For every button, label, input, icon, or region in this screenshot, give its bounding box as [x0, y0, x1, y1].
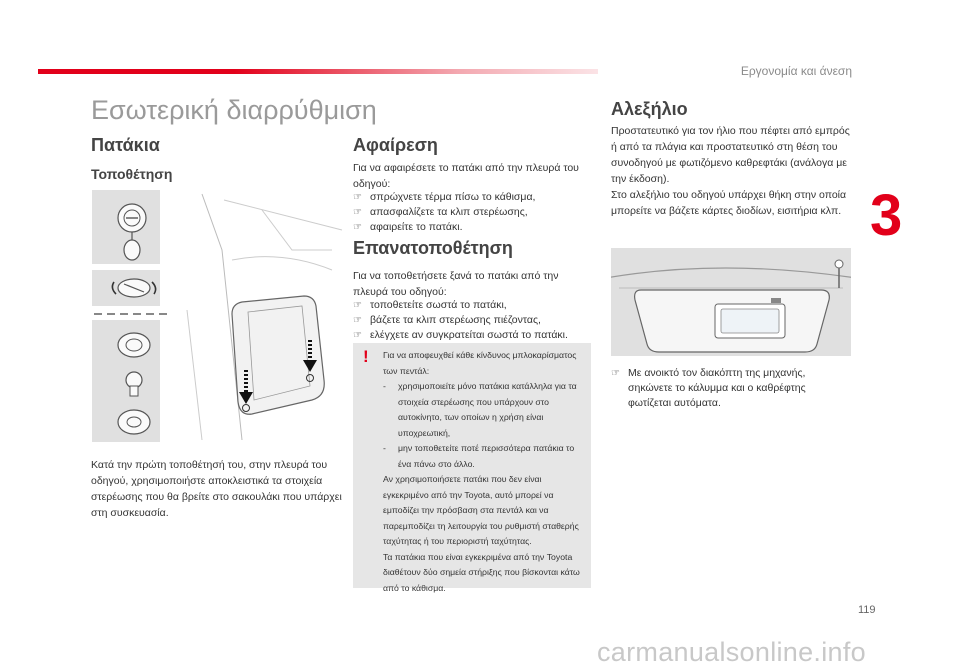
warning-item: - χρησιμοποιείτε μόνο πατάκια κατάλληλα για τα στοιχεία στερέωσης που υπάρχουν στο αυτοκίνητο, των οποίων η χρήση είναι υποχρεωτική, — [383, 379, 588, 441]
page-number: 119 — [858, 604, 876, 616]
refit-heading: Επανατοποθέτηση — [353, 238, 513, 258]
refit-step: ☞ τοποθετείτε σωστά το πατάκι, — [353, 298, 593, 313]
removal-heading: Αφαίρεση — [353, 135, 438, 155]
section-title: Εργονομία και άνεση — [740, 64, 852, 78]
removal-intro: Για να αφαιρέσετε το πατάκι από την πλευρά του οδηγού: — [353, 162, 579, 190]
sun-visor-pocket-text: Στο αλεξήλιο του οδηγού υπάρχει θήκη στην οποία μπορείτε να βάζετε κάρτες διοδίων, εισιτήρια κλπ. — [611, 189, 847, 217]
removal-steps — [353, 190, 588, 235]
warning-item: - μην τοποθετείτε ποτέ περισσότερα πατάκια το ένα πάνω στο άλλο. — [383, 441, 588, 472]
header-accent-bar — [38, 69, 598, 74]
chapter-number: 3 — [870, 183, 903, 248]
watermark: carmanualsonline.info — [597, 637, 866, 667]
removal-step: ☞ αφαιρείτε το πατάκι. — [353, 220, 588, 235]
installation-text: Κατά την πρώτη τοποθέτησή του, στην πλευρά του οδηγού, χρησιμοποιήστε αποκλειστικά τα στοιχεία στερέωσης που θα βρείτε στο σακουλάκι που υπάρχει στη συσκευασία. — [91, 459, 342, 519]
sun-visor-step: ☞ Με ανοικτό τον διακόπτη της μηχανής, σηκώνετε το κάλυμμα και ο καθρέφτης φωτίζεται αυτόματα. — [611, 366, 851, 411]
refit-steps — [353, 298, 593, 343]
sun-visor-text — [611, 123, 856, 219]
warning-intro: Για να αποφευχθεί κάθε κίνδυνος μπλοκαρίσματος των πεντάλ: — [383, 350, 577, 376]
refit-step: ☞ ελέγχετε αν συγκρατείται σωστά το πατάκι. — [353, 328, 593, 343]
refit-intro: Για να τοποθετήσετε ξανά το πατάκι από την πλευρά του οδηγού: — [353, 270, 559, 298]
installation-heading: Τοποθέτηση — [91, 166, 173, 182]
page-title: Εσωτερική διαρρύθμιση — [91, 95, 377, 125]
sun-visor-steps — [611, 366, 851, 411]
removal-step: ☞ απασφαλίζετε τα κλιπ στερέωσης, — [353, 205, 588, 220]
warning-icon: ! — [363, 347, 369, 366]
warning-paragraph: Τα πατάκια που είναι εγκεκριμένα από την Toyota διαθέτουν δύο σημεία στήριξης που βίσκονται κάτω από το κάθισμα. — [383, 551, 580, 593]
warning-text — [383, 348, 588, 596]
refit-step: ☞ βάζετε τα κλιπ στερέωσης πιέζοντας, — [353, 313, 593, 328]
mats-heading: Πατάκια — [91, 135, 160, 155]
removal-step: ☞ σπρώχνετε τέρμα πίσω το κάθισμα, — [353, 190, 588, 205]
sun-visor-illustration — [611, 248, 851, 356]
warning-paragraph: Αν χρησιμοποιήσετε πατάκι που δεν είναι εγκεκριμένο από την Toyota, αυτό μπορεί να εμποδίζει την πρόσβαση στα πεντάλ και να παρεμποδίζει τη λειτουργία του ρυθμιστή σταθερής ταχύτητας ή του περιοριστή ταχύτητας. — [383, 474, 579, 546]
sun-visor-heading: Αλεξήλιο — [611, 99, 688, 119]
sun-visor-description: Προστατευτικό για τον ήλιο που πέφτει από εμπρός ή από τα πλάγια και προστατευτικό στη θέση του συνοδηγού με φωτιζόμενο καθρεφτάκι (ανάλογα με την έκδοση). — [611, 125, 850, 185]
floor-mat-illustration — [92, 190, 344, 448]
